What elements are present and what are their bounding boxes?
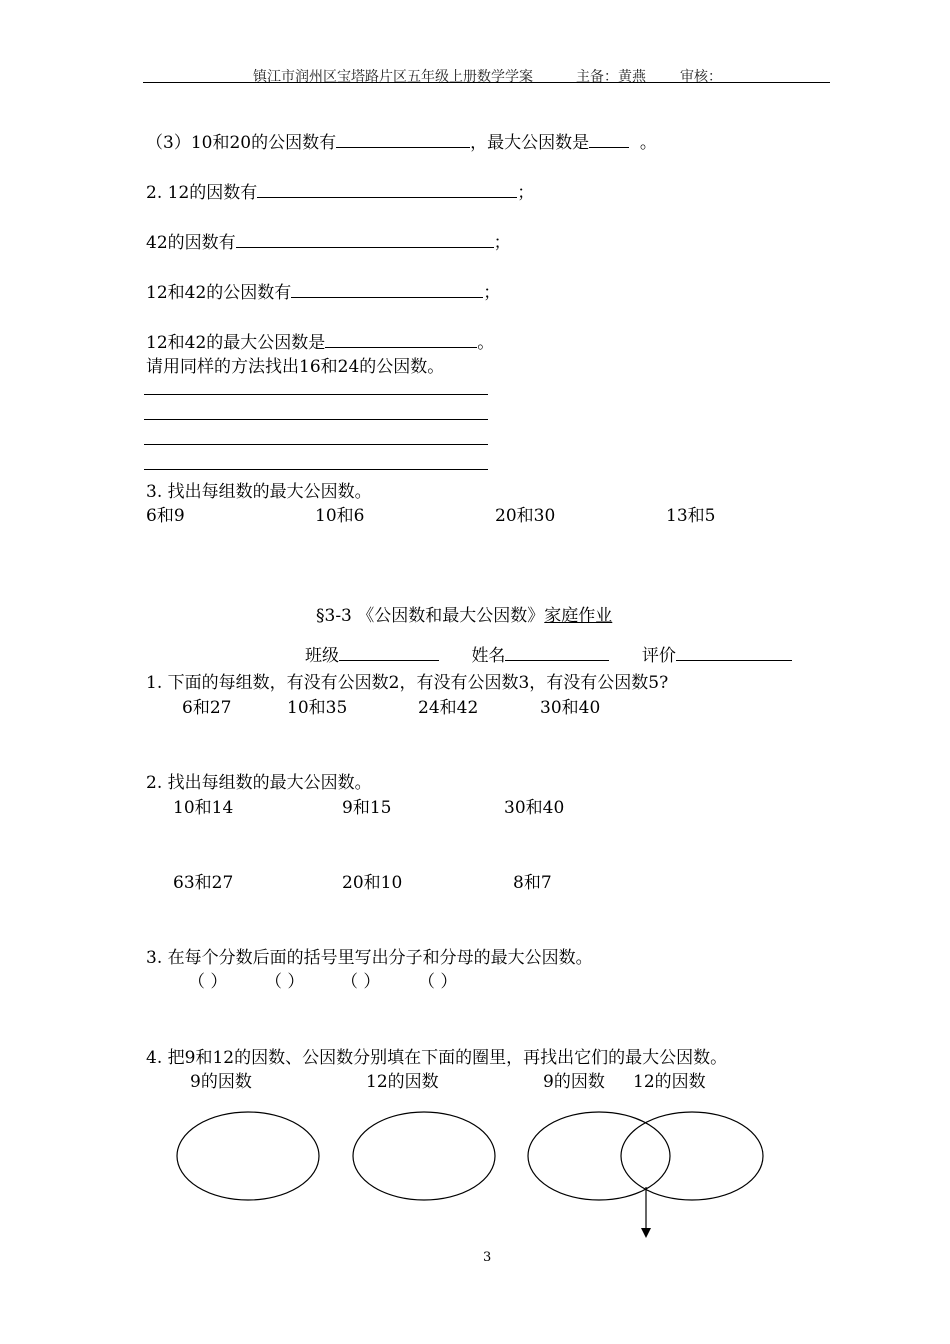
answer-bracket[interactable]: （ ） (265, 972, 305, 992)
homework-question-4: 4. 把9和12的因数、公因数分别填在下面的圈里，再找出它们的最大公因数。 (146, 1048, 728, 1068)
answer-bracket[interactable]: （ ） (188, 972, 228, 992)
header-author: 主备：黄燕 (576, 69, 646, 85)
pair-item: 10和14 (173, 798, 234, 818)
pair-item: 24和42 (418, 698, 479, 718)
venn-circle-12[interactable] (621, 1112, 763, 1200)
question-3-common-factors-10-20: （3）10和20的公因数有 ，最大公因数是 。 (146, 133, 657, 153)
instruction-16-24: 请用同样的方法找出16和24的公因数。 (146, 357, 445, 377)
pair-item: 13和5 (666, 506, 716, 526)
question-2-factors-42: 42的因数有 ； (146, 233, 511, 253)
circle-label-12: 12的因数 (366, 1072, 439, 1092)
question-2-factors-12: 2. 12的因数有 ； (146, 183, 535, 203)
pair-item: 8和7 (513, 873, 552, 893)
student-info-row: 班级 姓名 评价 (305, 641, 792, 666)
venn-circle-9[interactable] (528, 1112, 670, 1200)
circle-factors-9[interactable] (177, 1112, 319, 1200)
pair-item: 30和40 (504, 798, 565, 818)
pair-item: 20和10 (342, 873, 403, 893)
pair-item: 9和15 (342, 798, 392, 818)
homework-question-2: 2. 找出每组数的最大公因数。 (146, 773, 372, 793)
page-number: 3 (483, 1250, 492, 1265)
circle-label-9: 9的因数 (190, 1072, 252, 1092)
answer-bracket[interactable]: （ ） (341, 972, 381, 992)
question-3-title: 3. 找出每组数的最大公因数。 (146, 482, 372, 502)
circle-label-12: 12的因数 (633, 1072, 706, 1092)
header-reviewer: 审核： (680, 69, 722, 85)
question-2-greatest-common-factor: 12和42的最大公因数是 。 (146, 333, 495, 353)
homework-title: §3-3 《公因数和最大公因数》家庭作业 (316, 606, 613, 626)
homework-question-1: 1. 下面的每组数，有没有公因数2，有没有公因数3，有没有公因数5? (146, 673, 669, 693)
pair-item: 6和27 (182, 698, 232, 718)
homework-question-3: 3. 在每个分数后面的括号里写出分子和分母的最大公因数。 (146, 948, 593, 968)
pair-item: 10和6 (315, 506, 365, 526)
answer-bracket[interactable]: （ ） (418, 972, 458, 992)
arrow-down-icon (641, 1228, 651, 1238)
pair-item: 20和30 (495, 506, 556, 526)
pair-item: 6和9 (146, 506, 185, 526)
question-2-common-factors: 12和42的公因数有 ； (146, 283, 501, 303)
pair-item: 30和40 (540, 698, 601, 718)
pair-item: 63和27 (173, 873, 234, 893)
pair-item: 10和35 (287, 698, 348, 718)
header-title: 镇江市润州区宝塔路片区五年级上册数学学案 (253, 69, 533, 85)
circle-label-9: 9的因数 (543, 1072, 605, 1092)
circle-factors-12[interactable] (353, 1112, 495, 1200)
